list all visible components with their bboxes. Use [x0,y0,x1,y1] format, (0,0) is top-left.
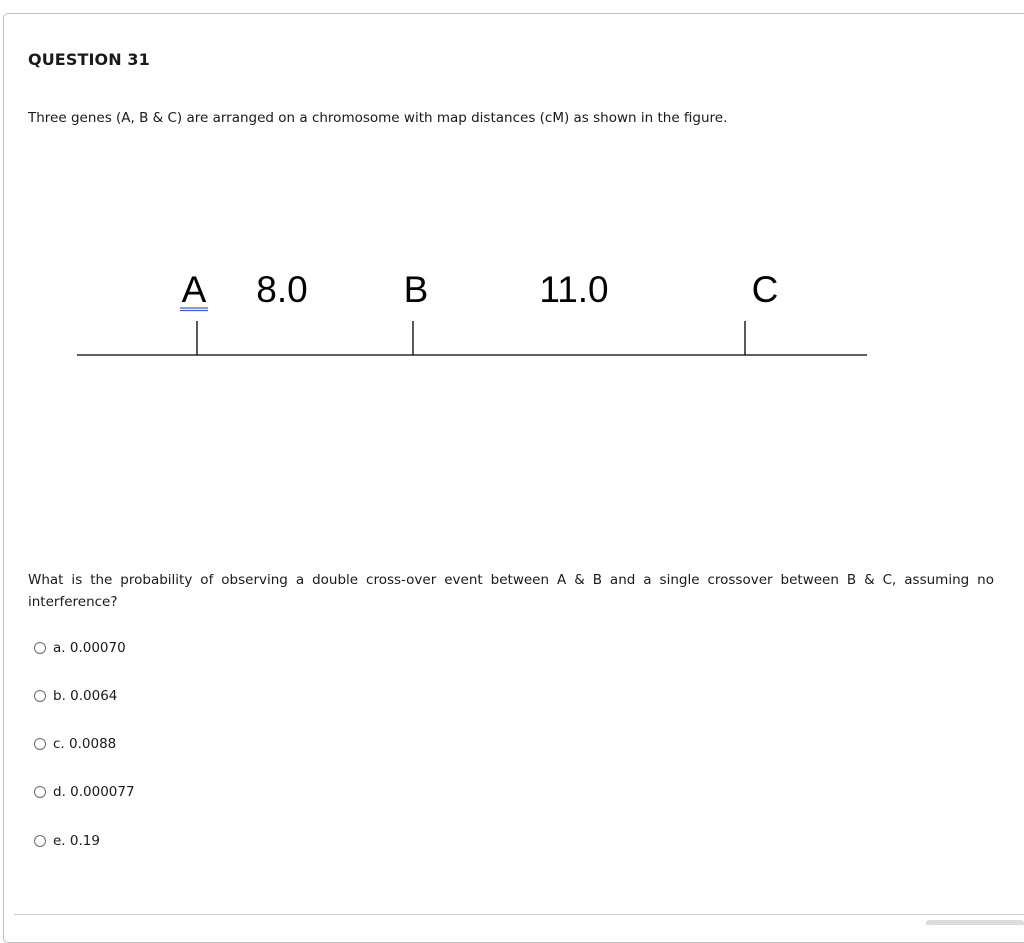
gene-label-b: B [403,269,429,310]
option-b-label: b. 0.0064 [53,688,118,704]
option-c[interactable] [34,734,116,754]
next-question-tab [926,920,1024,925]
option-d-label: d. 0.000077 [53,784,135,800]
option-a-label: a. 0.00070 [53,640,126,656]
question-intro: Three genes (A, B & C) are arranged on a chromosome with map distances (cM) as shown in the figure. [28,110,728,126]
radio-button-e[interactable] [34,835,46,847]
option-b[interactable] [34,686,117,706]
section-divider [14,914,1024,915]
gene-label-a: A [181,269,207,310]
option-a[interactable] [34,638,126,658]
radio-button-c[interactable] [34,738,46,750]
radio-button-b[interactable] [34,690,46,702]
option-e[interactable] [34,831,100,851]
option-c-label: c. 0.0088 [53,736,117,752]
gene-map-figure [70,255,880,370]
question-panel [3,13,1024,943]
radio-button-d[interactable] [34,786,46,798]
question-body: What is the probability of observing a double cross-over event between A & B and a single crossover between B & C, assuming no interference? [28,572,994,610]
distance-label-bc: 11.0 [539,269,609,310]
radio-button-a[interactable] [34,642,46,654]
gene-label-c: C [751,269,779,310]
option-e-label: e. 0.19 [53,833,100,849]
question-title: QUESTION 31 [28,50,150,69]
option-d[interactable] [34,782,135,802]
distance-label-ab: 8.0 [256,269,308,310]
